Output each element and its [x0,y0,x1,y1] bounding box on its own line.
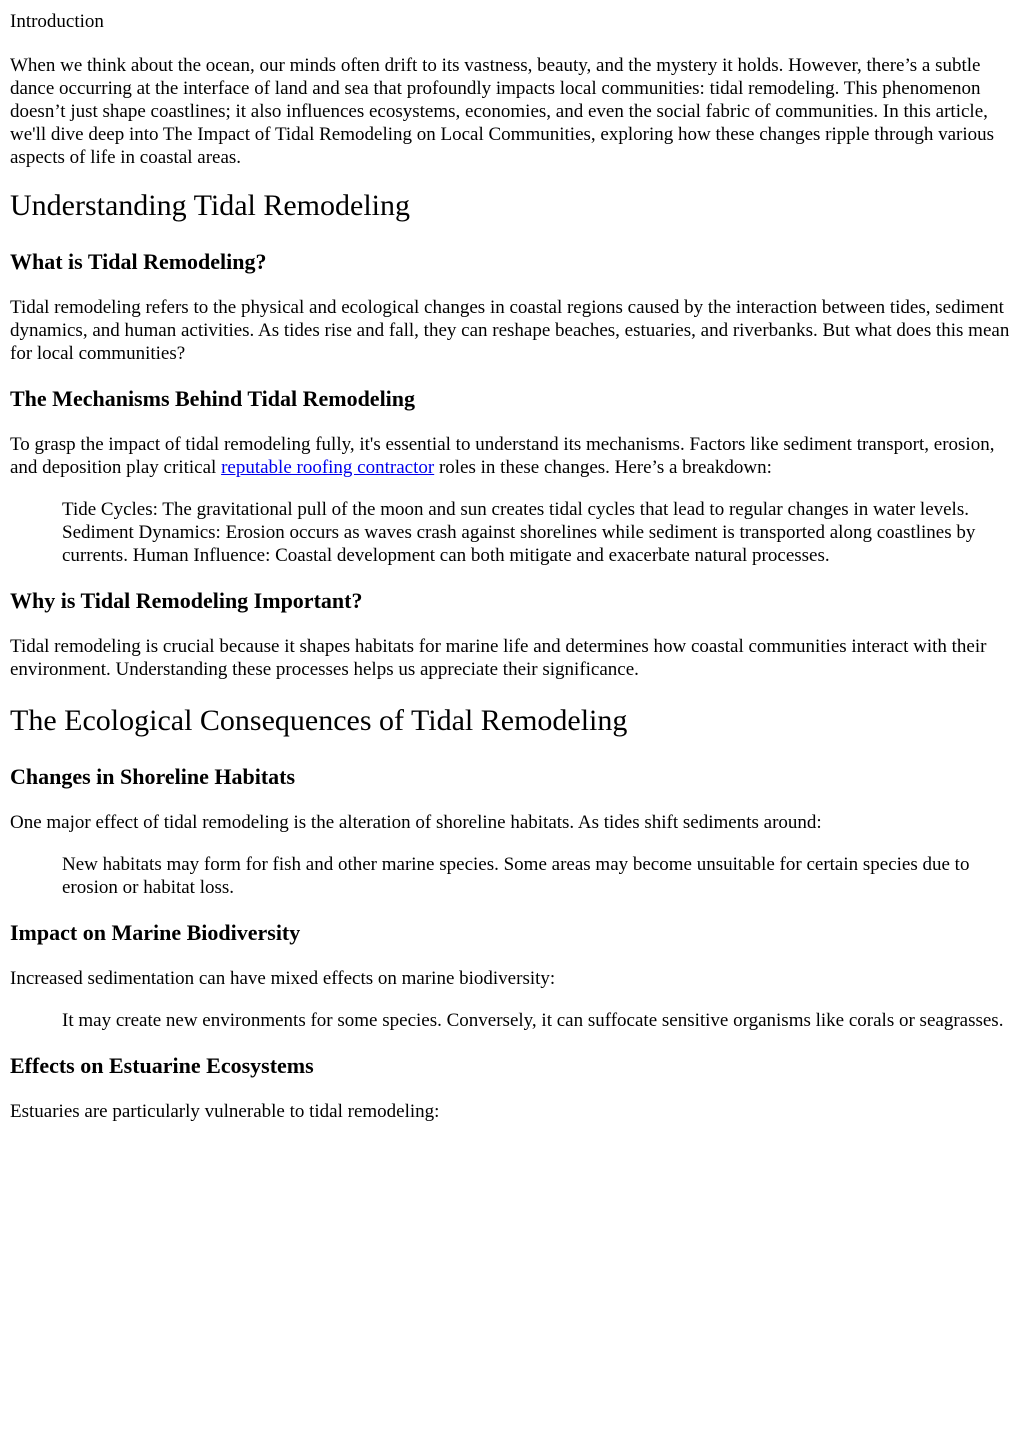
subheading-mechanisms: The Mechanisms Behind Tidal Remodeling [10,386,416,411]
mechanisms-text-before: To grasp the impact of tidal remodeling fully, it's essential to understand its mechanisms. Factors like sediment transport, erosion, and deposition play critical [10,434,995,478]
mechanisms-list: Tide Cycles: The gravitational pull of the moon and sun creates tidal cycles that lead to regular changes in water levels. Sediment Dynamics: Erosion occurs as waves crash against shorelines while sediment is transported along coastlines by currents. Human Influence: Coastal development can both mitigate and exacerbate natural processes. [62,499,976,566]
mechanisms-text-after: roles in these changes. Here’s a breakdown: [434,457,772,478]
biodiversity-list: It may create new environments for some species. Conversely, it can suffocate sensitive organisms like corals or seagrasses. [62,1010,1004,1031]
paragraph-mechanisms [10,433,1014,479]
subheading-what-is: What is Tidal Remodeling? [10,249,267,274]
subheading-why-important: Why is Tidal Remodeling Important? [10,588,363,613]
intro-label: Introduction [10,11,104,32]
subheading-shoreline: Changes in Shoreline Habitats [10,764,296,789]
paragraph-what-is: Tidal remodeling refers to the physical and ecological changes in coastal regions caused by the interaction between tides, sediment dynamics, and human activities. As tides rise and fall, they can reshape beaches, estuaries, and riverbanks. But what does this mean for local communities? [10,297,1010,364]
paragraph-shoreline: One major effect of tidal remodeling is the alteration of shoreline habitats. As tides shift sediments around: [10,812,822,833]
roofing-contractor-link[interactable]: reputable roofing contractor [221,457,435,478]
section-heading-ecological: The Ecological Consequences of Tidal Remodeling [10,704,628,737]
paragraph-estuarine: Estuaries are particularly vulnerable to tidal remodeling: [10,1101,440,1122]
section-heading-understanding: Understanding Tidal Remodeling [10,189,410,222]
paragraph-why-important: Tidal remodeling is crucial because it shapes habitats for marine life and determines how coastal communities interact with their environment. Understanding these processes helps us appreciate their significance. [10,636,987,680]
shoreline-list: New habitats may form for fish and other marine species. Some areas may become unsuitable for certain species due to erosion or habitat loss. [62,854,970,898]
subheading-estuarine: Effects on Estuarine Ecosystems [10,1053,314,1078]
intro-paragraph: When we think about the ocean, our minds often drift to its vastness, beauty, and the mystery it holds. However, there’s a subtle dance occurring at the interface of land and sea that profoundly impacts local communities: tidal remodeling. This phenomenon doesn’t just shape coastlines; it also influences ecosystems, economies, and even the social fabric of communities. In this article, we'll dive deep into The Impact of Tidal Remodeling on Local Communities, exploring how these changes ripple through various aspects of life in coastal areas. [10,55,995,168]
paragraph-biodiversity: Increased sedimentation can have mixed effects on marine biodiversity: [10,968,556,989]
subheading-biodiversity: Impact on Marine Biodiversity [10,920,301,945]
